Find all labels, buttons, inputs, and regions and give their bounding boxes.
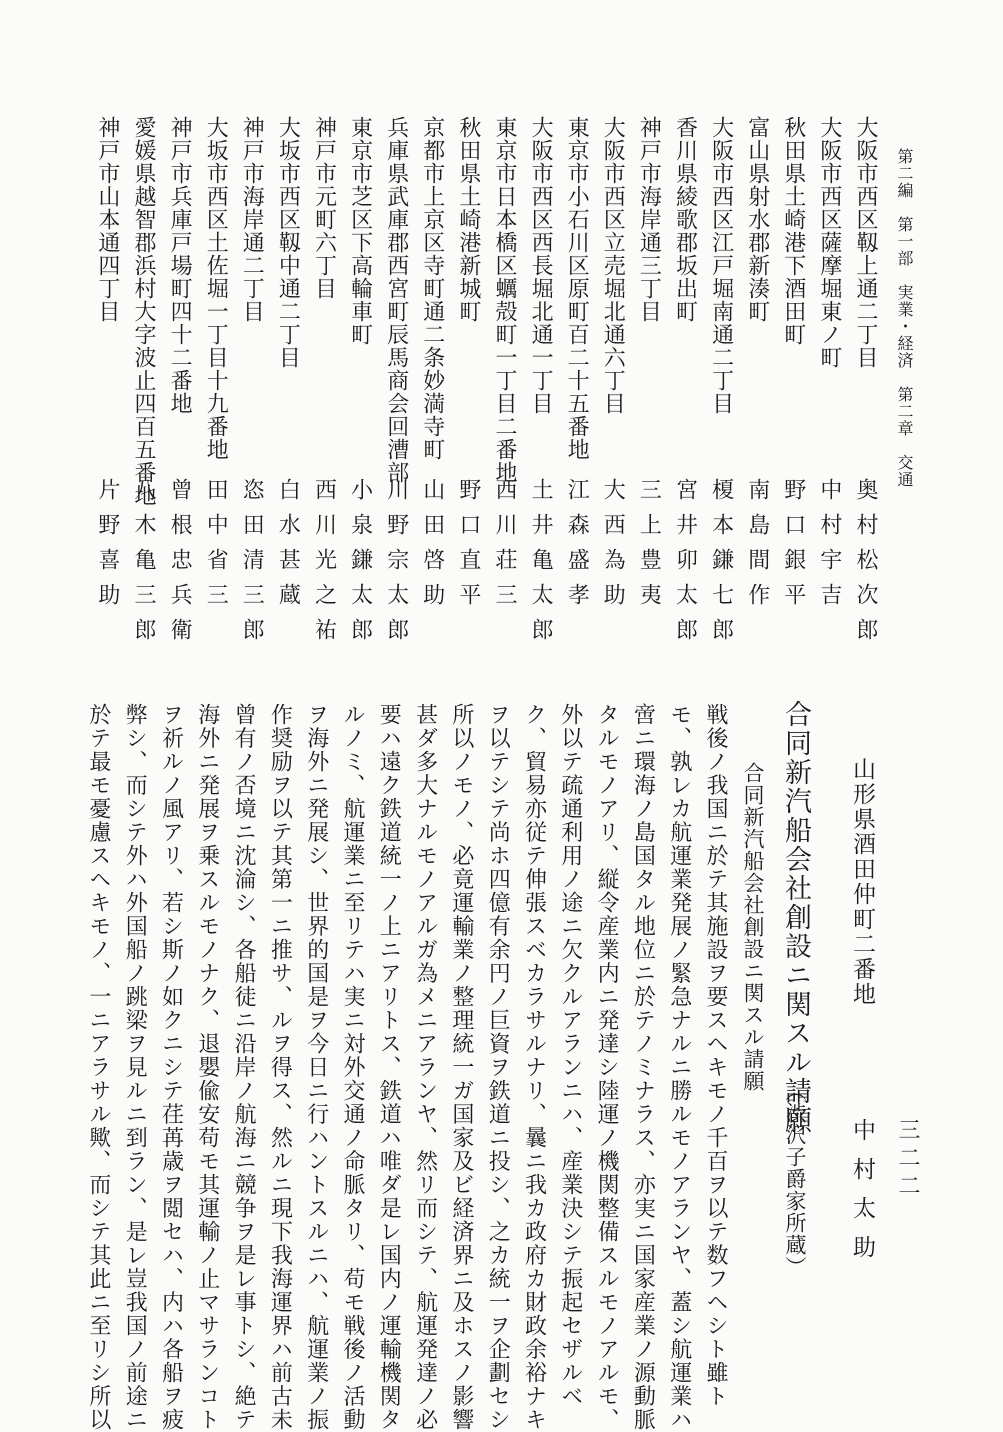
body-line: タルモノアリ、縦令産業内ニ発達シ陸運ノ機関整備スルモノアルモ、: [594, 703, 620, 1432]
running-header: 第二編 第一部 実業・経済 第二章 交通: [895, 148, 914, 488]
roster-address: 愛媛県越智郡浜村大字波止四百五番地: [131, 116, 156, 507]
body-line: ヲ海外ニ発展シ、世界的国是ヲ今日ニ行ハントスルニハ、航運業ノ振: [303, 703, 329, 1432]
roster-name: 榎本鎌七郎: [708, 478, 734, 653]
body-line: 作奨励ヲ以テ其第一ニ推サ、ルヲ得ス、然ルニ現下我海運界ハ前古未: [267, 703, 293, 1432]
roster-name: 南島間作: [744, 478, 770, 618]
body-line: 要ハ遠ク鉄道統一ノ上ニアリトス、鉄道ハ唯ダ是レ国内ノ運輸機関タ: [376, 703, 402, 1432]
body-line: 戦後ノ我国ニ於テ其施設ヲ要スヘキモノ千百ヲ以テ数フヘシト雖ト: [703, 703, 728, 1408]
roster-address: 香川県綾歌郡坂出町: [672, 116, 698, 323]
body-line: 啻ニ環海ノ島国タル地位ニ於テノミナラス、亦実ニ国家産業ノ源動脈: [630, 703, 656, 1432]
body-line: ルノミ、航運業ニ至リテハ実ニ対外交通ノ命脈タリ、苟モ戦後ノ活動: [340, 703, 365, 1432]
body-line: 甚ダ多大ナルモノアルガ為メニアランヤ、然リ而シテ、航運発達ノ必: [412, 703, 438, 1432]
roster-name: 土井亀太郎: [528, 478, 554, 653]
roster-name: 奥村松次郎: [853, 478, 878, 653]
body-line: ヲ以テシテ尚ホ四億有余円ノ巨資ヲ鉄道ニ投シ、之カ統一ヲ企劃セシ: [485, 703, 511, 1432]
roster-address: 大阪市西区西長堀北通一丁目: [528, 116, 554, 415]
roster-address: 東京市小石川区原町百二十五番地: [564, 116, 590, 461]
roster-name: 宮井卯太郎: [672, 478, 698, 653]
roster-name: 田中省三: [203, 478, 229, 618]
roster-name: 野口直平: [455, 478, 481, 618]
roster-address: 大坂市西区靱中通二丁目: [275, 116, 301, 369]
roster-name: 片野喜助: [94, 478, 120, 618]
body-line: 海外ニ発展ヲ乗スルモノナク、退嬰偸安苟モ其運輸ノ止マサランコト: [194, 703, 220, 1432]
body-line: ク、貿易亦従テ伸張スベカラサルナリ、曩ニ我カ政府カ財政余裕ナキ: [521, 703, 547, 1432]
document-source: （渋沢子爵家所蔵）: [783, 1080, 807, 1278]
roster-name: 大西為助: [600, 478, 626, 618]
body-line: モ、孰レカ航運業発展ノ緊急ナルニ勝ルモノアランヤ、蓋シ航運業ハ: [666, 703, 692, 1432]
roster-name: 曾根忠兵衛: [167, 478, 193, 653]
roster-address: 神戸市兵庫戸場町四十二番地: [167, 116, 193, 415]
roster-name: 山田啓助: [419, 478, 445, 618]
page-number: 三二二: [895, 1118, 920, 1202]
roster-address: 京都市上京区寺町通二条妙満寺町: [419, 116, 445, 461]
roster-address: 神戸市海岸通二丁目: [239, 116, 265, 323]
body-line: ヲ祈ルノ風アリ、若シ斯ノ如クニシテ荏苒歳ヲ閲セハ、内ハ各船ヲ疲: [158, 703, 184, 1432]
body-line: 弊シ、而シテ外ハ外国船ノ跳梁ヲ見ルニ到ラン、是レ豈我国ノ前途ニ: [122, 703, 148, 1432]
roster-name: 野口銀平: [780, 478, 806, 618]
roster-address: 富山県射水郡新湊町: [744, 116, 770, 323]
roster-address: 神戸市元町六丁目: [311, 116, 337, 300]
roster-name: 西川荘三: [492, 478, 517, 618]
roster-address: 東京市日本橋区蠣殻町一丁目二番地: [492, 116, 517, 484]
roster-name: 西川光之祐: [311, 478, 337, 653]
roster-name: 八木亀三郎: [131, 478, 156, 653]
roster-name: 白水甚蔵: [275, 478, 301, 618]
body-line: 所以ノモノ、必竟運輸業ノ整理統一ガ国家及ビ経済界ニ及ホスノ影響: [448, 703, 474, 1432]
roster-address: 神戸市海岸通三丁目: [636, 116, 662, 323]
roster-name: 江森盛孝: [564, 478, 590, 618]
roster-address: 大坂市西区土佐堀一丁目十九番地: [203, 116, 229, 461]
roster-name: 三上豊夷: [636, 478, 662, 618]
roster-address: 大阪市西区靱上通二丁目: [853, 116, 878, 369]
roster-name: 恣田清三郎: [239, 478, 265, 653]
roster-address: 大阪市西区薩摩堀東ノ町: [816, 116, 842, 369]
roster-name: 中村宇吉: [816, 478, 842, 618]
document-subtitle: 合同新汽船会社創設ニ関スル請願: [741, 762, 765, 1092]
signer-name: 中村太助: [849, 1118, 875, 1274]
roster-address: 神戸市山本通四丁目: [94, 116, 120, 323]
roster-name: 小泉鎌太郎: [347, 478, 373, 653]
body-line: 於テ最モ憂慮スヘキモノ、一ニアラサル歟、而シテ其此ニ至リシ所以: [85, 703, 111, 1432]
roster-address: 東京市芝区下高輪車町: [347, 116, 373, 346]
body-line: 曾有ノ否境ニ沈淪シ、各船徒ニ沿岸ノ航海ニ競争ヲ是レ事トシ、絶テ: [231, 703, 257, 1432]
roster-name: 川野宗太郎: [383, 478, 409, 653]
document-title: 合同新汽船会社創設ニ関スル請願: [780, 700, 811, 1135]
roster-address: 秋田県土崎港下酒田町: [780, 116, 806, 346]
signer-address: 山形県酒田仲町二番地: [849, 757, 875, 1007]
body-line: 外以テ疏通利用ノ途ニ欠クルアランニハ、産業決シテ振起セザルベ: [557, 703, 583, 1408]
roster-address: 兵庫県武庫郡西宮町辰馬商会回漕部: [383, 116, 409, 484]
roster-address: 大阪市西区立売堀北通六丁目: [600, 116, 626, 415]
roster-address: 大阪市西区江戸堀南通二丁目: [708, 116, 734, 415]
roster-address: 秋田県土崎港新城町: [455, 116, 481, 323]
